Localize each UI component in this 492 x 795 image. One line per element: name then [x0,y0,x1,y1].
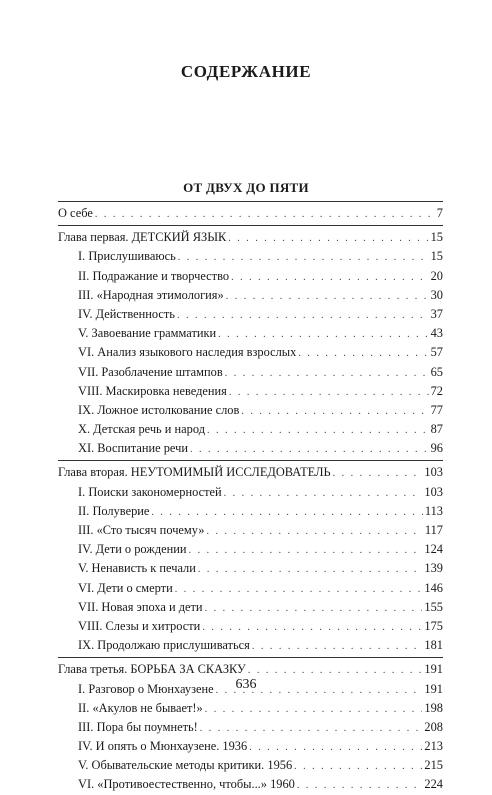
toc-entry-intro[interactable] [58,204,443,223]
page-number: 636 [235,677,257,692]
toc-subentry-label: VII. Новая эпоха и дети [78,599,203,614]
toc-subentry-label: III. «Народная этимология» [78,287,224,302]
dot-leader [200,719,423,737]
toc-subentry-page: 146 [424,580,443,595]
toc-subentry-page: 72 [430,383,443,398]
toc-subentry-page: 30 [430,287,443,302]
dot-leader [202,618,422,636]
toc-subentry-label: I. Разговор о Мюнхаузене [78,681,214,696]
dot-leader [229,383,429,401]
dot-leader [231,268,429,286]
toc-subentry-page: 139 [424,561,443,576]
toc-subentry-label: VI. Анализ языкового наследия взрослых [78,345,297,360]
toc-subentry-page: 181 [424,638,443,653]
toc-subentry-page: 198 [424,700,443,715]
toc-subentry[interactable] [58,267,443,286]
page-title: СОДЕРЖАНИЕ [180,62,312,81]
toc-subentry-page: 57 [430,345,443,360]
toc-chapter-page: 15 [430,230,443,245]
toc-subentry-page: 37 [430,306,443,321]
toc-subentry-page: 43 [430,326,443,341]
dot-leader [225,364,429,382]
dot-leader [205,599,423,617]
toc-subentry[interactable] [58,636,443,655]
toc-subentry[interactable] [58,247,443,266]
toc-subentry[interactable] [58,699,443,718]
toc-subentry-label: V. Ненависть к печали [78,561,196,576]
dot-leader [95,205,435,223]
toc-chapter-1[interactable] [58,228,443,247]
toc-subentry-label: VI. «Противоестественно, чтобы...» 1960 [78,777,295,792]
toc-subentry[interactable] [58,617,443,636]
toc-subentry[interactable] [58,324,443,343]
toc-subentry-label: V. Обывательские методы критики. 1956 [78,758,293,773]
toc-subentry-page: 208 [424,719,443,734]
dot-leader [249,738,422,756]
toc-subentry[interactable] [58,305,443,324]
toc-subentry-page: 155 [424,599,443,614]
toc-subentry-page: 103 [424,484,443,499]
table-of-contents [58,201,443,795]
dot-leader [177,306,429,324]
toc-chapter-label: Глава вторая. НЕУТОМИМЫЙ ИССЛЕДОВАТЕЛЬ [58,465,331,480]
dot-leader [298,344,428,362]
toc-subentry-page: 224 [424,777,443,792]
toc-subentry[interactable] [58,502,443,521]
toc-subentry-label: IV. Действенность [78,306,175,321]
toc-subentry[interactable] [58,579,443,598]
dot-leader [333,464,423,482]
toc-subentry-page: 175 [424,618,443,633]
toc-subentry[interactable] [58,483,443,502]
dot-leader [189,541,423,559]
toc-subentry-label: IV. Дети о рождении [78,542,187,557]
toc-subentry[interactable] [58,756,443,775]
toc-subentry-page: 213 [424,739,443,754]
toc-entry-label: О себе [58,206,93,220]
toc-subentry-page: 96 [430,441,443,456]
divider [58,201,443,202]
section-title: ОТ ДВУХ ДО ПЯТИ [183,180,309,195]
dot-leader [224,484,423,502]
toc-subentry-label: XI. Воспитание речи [78,441,188,456]
dot-leader [151,503,422,521]
toc-subentry[interactable] [58,401,443,420]
toc-subentry-page: 113 [424,503,443,518]
toc-subentry[interactable] [58,382,443,401]
toc-subentry-label: X. Детская речь и народ [78,422,206,437]
toc-subentry-page: 65 [430,364,443,379]
toc-subentry-label: V. Завоевание грамматики [78,326,217,341]
toc-subentry[interactable] [58,286,443,305]
dot-leader [207,421,429,439]
toc-subentry-page: 20 [430,268,443,283]
toc-subentry[interactable] [58,540,443,559]
toc-subentry-label: IX. Ложное истолкование слов [78,402,240,417]
toc-subentry-page: 191 [424,681,443,696]
dot-leader [228,229,428,247]
toc-chapter-2[interactable] [58,463,443,482]
dot-leader [206,522,422,540]
dot-leader [252,637,423,655]
toc-subentry-label: I. Поиски закономерностей [78,484,222,499]
toc-subentry-label: III. Пора бы поумнеть! [78,719,198,734]
dot-leader [226,287,429,305]
dot-leader [297,776,423,794]
dot-leader [241,402,428,420]
dot-leader [294,757,422,775]
divider [58,460,443,461]
toc-subentry[interactable] [58,343,443,362]
toc-chapter-label: Глава третья. БОРЬБА ЗА СКАЗКУ [58,662,246,677]
dot-leader [175,580,423,598]
toc-entry-page: 7 [436,206,443,220]
toc-subentry[interactable] [58,559,443,578]
dot-leader [178,248,429,266]
toc-subentry-page: 124 [424,542,443,557]
toc-subentry[interactable] [58,598,443,617]
toc-chapter-label: Глава первая. ДЕТСКИЙ ЯЗЫК [58,230,227,245]
toc-subentry[interactable] [58,420,443,439]
dot-leader [218,325,428,343]
toc-subentry[interactable] [58,521,443,540]
toc-subentry-page: 215 [424,758,443,773]
toc-subentry-label: I. Прислушиваюсь [78,249,176,264]
toc-subentry[interactable] [58,718,443,737]
dot-leader [205,700,423,718]
divider [58,657,443,658]
toc-subentry-label: II. Полуверие [78,503,150,518]
toc-subentry-page: 15 [430,249,443,264]
dot-leader [190,440,429,458]
divider [58,225,443,226]
toc-chapter-page: 191 [424,662,443,677]
toc-subentry-label: IV. И опять о Мюнхаузене. 1936 [78,739,248,754]
toc-subentry-label: II. «Акулов не бывает!» [78,700,203,715]
toc-chapter-page: 103 [424,465,443,480]
dot-leader [198,560,423,578]
toc-subentry-page: 117 [424,523,443,537]
toc-subentry-label: VII. Разоблачение штампов [78,364,223,379]
toc-subentry-label: VI. Дети о смерти [78,580,173,595]
toc-subentry[interactable] [58,363,443,382]
toc-subentry-page: 87 [430,422,443,437]
toc-subentry-page: 77 [430,402,443,417]
toc-subentry[interactable] [58,439,443,458]
toc-subentry-label: VIII. Слезы и хитрости [78,618,201,633]
toc-subentry-label: II. Подражание и творчество [78,268,230,283]
toc-subentry-label: VIII. Маскировка неведения [78,383,227,398]
toc-subentry[interactable] [58,737,443,756]
toc-subentry-label: III. «Сто тысяч почему» [78,523,205,537]
toc-subentry-label: IX. Продолжаю прислушиваться [78,638,250,653]
toc-subentry[interactable] [58,775,443,794]
